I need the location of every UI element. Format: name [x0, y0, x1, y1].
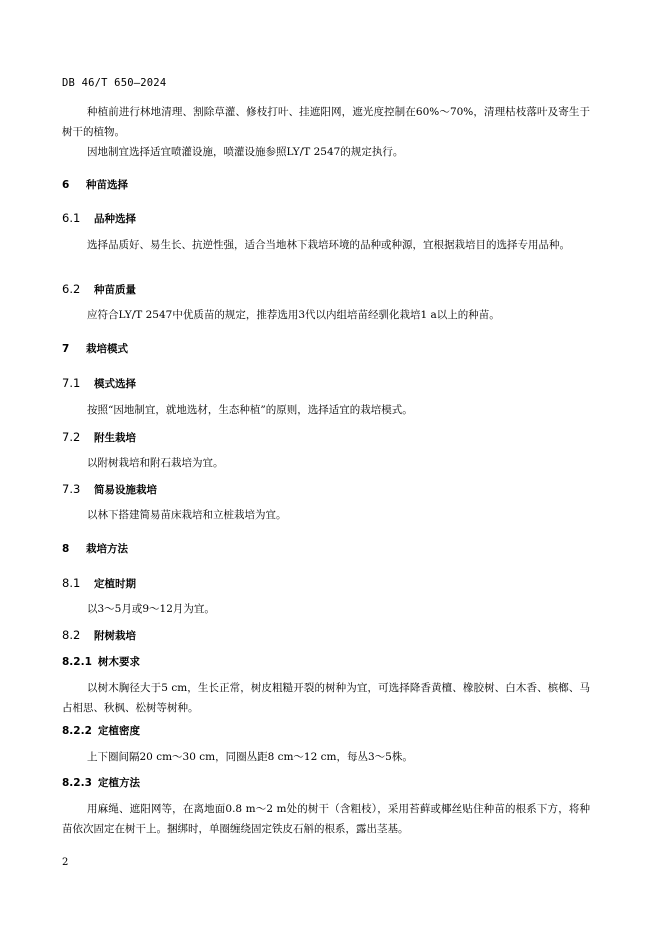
heading-number: 7.1	[62, 376, 81, 390]
heading-title: 简易设施栽培	[94, 484, 157, 496]
paragraph-variety-selection: 选择品质好、易生长、抗逆性强，适合当地林下栽培环境的品种或种源，宜根据栽培目的选择专用品种。	[87, 239, 570, 251]
heading-title: 树木要求	[98, 656, 140, 668]
paragraph-simple-facility: 以林下搭建简易苗床栽培和立桩栽培为宜。	[87, 509, 287, 521]
paragraph-seedling-quality: 应符合LY/T 2547中优质苗的规定，推荐选用3代以内组培苗经驯化栽培1 a以上的种苗。	[87, 309, 500, 321]
heading-number: 6.1	[62, 211, 81, 225]
paragraph-planting-method: 用麻绳、遮阳网等，在离地面0.8 m～2 m处的树干（含粗枝），采用苔藓或椰丝贴住种苗的根系下方，将种苗依次固定在树干上。捆绑时，单圈缠绕固定铁皮石斛的根系，露出茎基。	[62, 803, 590, 835]
heading-number: 7.2	[62, 430, 81, 444]
heading-number: 8.2.3	[62, 777, 92, 789]
heading-6	[62, 177, 590, 193]
heading-title: 种苗选择	[86, 179, 128, 191]
heading-title: 定植密度	[98, 725, 140, 737]
heading-number: 8.2.1	[62, 656, 92, 668]
paragraph-irrigation: 因地制宜选择适宜喷灌设施，喷灌设施参照LY/T 2547的规定执行。	[87, 146, 404, 158]
heading-number: 8.1	[62, 576, 81, 590]
heading-title: 种苗质量	[94, 284, 136, 296]
heading-8-1	[62, 575, 590, 592]
heading-8-2-1	[62, 654, 590, 670]
paragraph-tree-requirements: 以树木胸径大于5 cm，生长正常，树皮粗糙开裂的树种为宜，可选择降香黄檀、橡胶树、白木香、槟榔、马占相思、秋枫、松树等树种。	[62, 682, 590, 714]
paragraph-mode-selection: 按照“因地制宜，就地选材，生态种植”的原则，选择适宜的栽培模式。	[87, 404, 413, 416]
page-number: 2	[62, 857, 69, 868]
heading-number: 6.2	[62, 282, 81, 296]
heading-title: 品种选择	[94, 213, 136, 225]
paragraph-planting-period: 以3～5月或9～12月为宜。	[87, 603, 215, 615]
heading-title: 附生栽培	[94, 432, 136, 444]
heading-8	[62, 541, 590, 557]
heading-6-2	[62, 281, 590, 298]
heading-7	[62, 341, 590, 357]
heading-6-1	[62, 210, 590, 227]
paragraph-site-prep: 种植前进行林地清理、割除草灌、修枝打叶、挂遮阳网，遮光度控制在60%～70%，清理枯枝落叶及寄生于树干的植物。	[62, 106, 590, 138]
heading-8-2-2	[62, 723, 590, 739]
heading-8-2-3	[62, 775, 590, 791]
heading-7-1	[62, 375, 590, 392]
standard-code-header: DB 46/T 650—2024	[62, 77, 167, 89]
heading-7-3	[62, 481, 590, 498]
heading-title: 栽培模式	[86, 343, 128, 355]
heading-title: 栽培方法	[86, 543, 128, 555]
heading-number: 7.3	[62, 482, 81, 496]
heading-title: 模式选择	[94, 378, 136, 390]
heading-7-2	[62, 429, 590, 446]
heading-number: 8	[62, 543, 70, 555]
heading-title: 定植时期	[94, 578, 136, 590]
heading-number: 8.2	[62, 628, 81, 642]
heading-title: 定植方法	[98, 777, 140, 789]
heading-number: 8.2.2	[62, 725, 92, 737]
paragraph-planting-density: 上下圈间隔20 cm～30 cm，同圈丛距8 cm～12 cm，每丛3～5株。	[87, 751, 413, 763]
paragraph-epiphytic: 以附树栽培和附石栽培为宜。	[87, 457, 224, 469]
heading-8-2	[62, 627, 590, 644]
heading-number: 6	[62, 179, 70, 191]
heading-number: 7	[62, 343, 70, 355]
heading-title: 附树栽培	[94, 630, 136, 642]
